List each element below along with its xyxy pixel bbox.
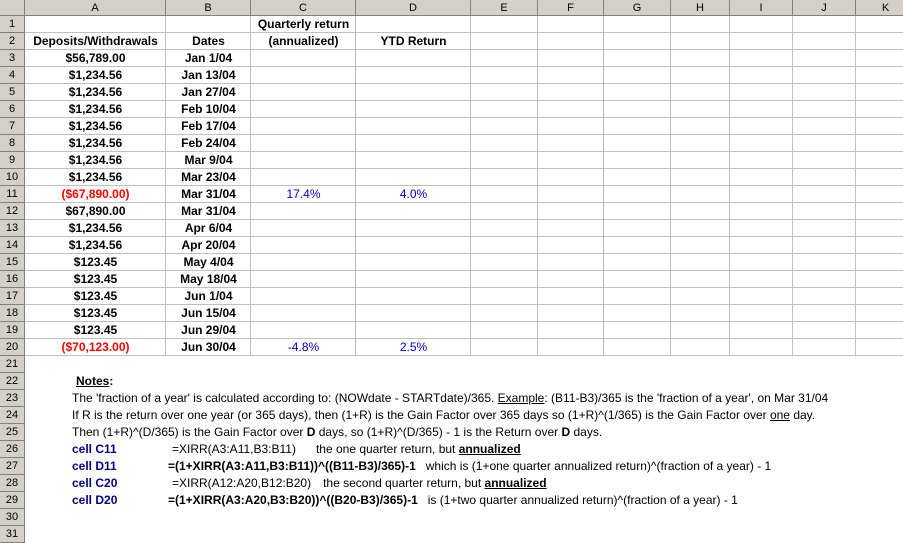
cell-amount[interactable]: $123.45 (73, 272, 118, 286)
cell-date[interactable]: Mar 31/04 (181, 187, 236, 201)
cell-quarterly-return[interactable]: 17.4% (286, 187, 321, 201)
row-header-11[interactable]: 11 (0, 186, 25, 203)
label-cell-c11[interactable]: cell C11 (72, 442, 117, 456)
cell-quarterly-return[interactable]: -4.8% (287, 340, 320, 354)
cell-amount[interactable]: ($70,123.00) (61, 340, 130, 354)
select-all-corner[interactable] (0, 0, 25, 16)
cell-date[interactable]: Jun 29/04 (181, 323, 236, 337)
column-header-d[interactable]: D (356, 0, 471, 16)
cell-amount[interactable]: $1,234.56 (68, 221, 123, 235)
row-header-28[interactable]: 28 (0, 475, 25, 492)
formula-d20: =(1+XIRR(A3:A20,B3:B20))^((B20-B3)/365)-1 (168, 493, 418, 507)
cell-date[interactable]: Jun 15/04 (181, 306, 236, 320)
desc-d11: which is (1+one quarter annualized return)^(fraction of a year) - 1 (425, 459, 772, 473)
cell-date[interactable]: Feb 10/04 (181, 102, 236, 116)
cell-amount[interactable]: $123.45 (73, 306, 118, 320)
label-cell-d11[interactable]: cell D11 (72, 459, 117, 473)
row-header-21[interactable]: 21 (0, 356, 25, 373)
cell-amount[interactable]: $1,234.56 (68, 170, 123, 184)
column-header-c[interactable]: C (251, 0, 356, 16)
note-25-text: Then (1+R)^(D/365) is the Gain Factor over (72, 425, 307, 439)
row-header-30[interactable]: 30 (0, 509, 25, 526)
notes-colon: : (109, 374, 114, 388)
row-header-12[interactable]: 12 (0, 203, 25, 220)
cell-date[interactable]: Apr 6/04 (184, 221, 233, 235)
cell-amount[interactable]: $1,234.56 (68, 153, 123, 167)
cell-amount[interactable]: ($67,890.00) (61, 187, 130, 201)
row-header-23[interactable]: 23 (0, 390, 25, 407)
cell-amount[interactable]: $1,234.56 (68, 119, 123, 133)
note-24-text-end: day. (789, 408, 816, 422)
note-25-text-mid: days, so (1+R)^(D/365) - 1 is the Return over (315, 425, 562, 439)
cell-amount[interactable]: $123.45 (73, 255, 118, 269)
note-line-24[interactable] (72, 407, 815, 424)
cell-date[interactable]: Mar 31/04 (181, 204, 236, 218)
row-header-1[interactable]: 1 (0, 16, 25, 33)
note-line-25[interactable] (72, 424, 602, 441)
formula-c11: =XIRR(A3:A11,B3:B11) (172, 442, 296, 456)
column-header-i[interactable]: I (730, 0, 793, 16)
cell-date[interactable]: Jun 1/04 (184, 289, 233, 303)
note-25-d: D (306, 425, 316, 439)
formula-d11-line[interactable] (168, 458, 771, 475)
row-header-13[interactable]: 13 (0, 220, 25, 237)
column-header-a[interactable]: A (25, 0, 166, 16)
cell-date[interactable]: Jan 1/04 (184, 51, 233, 65)
cell-c2[interactable]: (annualized) (268, 34, 339, 48)
formula-c11-line[interactable] (172, 441, 521, 458)
desc-c20-annualized: annualized (484, 476, 547, 490)
column-header-k[interactable]: K (856, 0, 903, 16)
gridline-v (792, 16, 793, 356)
cell-date[interactable]: Feb 17/04 (181, 119, 236, 133)
column-header-f[interactable]: F (538, 0, 604, 16)
gridline-v (729, 16, 730, 356)
column-header-g[interactable]: G (604, 0, 671, 16)
row-header-26[interactable]: 26 (0, 441, 25, 458)
cell-ytd-return[interactable]: 4.0% (399, 187, 428, 201)
cell-date[interactable]: Jan 13/04 (181, 68, 236, 82)
cell-date[interactable]: Mar 23/04 (181, 170, 236, 184)
formula-d11: =(1+XIRR(A3:A11,B3:B11))^((B11-B3)/365)-1 (168, 459, 416, 473)
row-header-20[interactable]: 20 (0, 339, 25, 356)
row-header-9[interactable]: 9 (0, 152, 25, 169)
note-24-one: one (769, 408, 790, 422)
note-23-example: Example (497, 391, 545, 405)
row-header-15[interactable]: 15 (0, 254, 25, 271)
label-cell-c20[interactable]: cell C20 (72, 476, 118, 490)
row-header-17[interactable]: 17 (0, 288, 25, 305)
note-23-text: The 'fraction of a year' is calculated according to: (NOWdate - STARTdate)/365. (72, 391, 498, 405)
cell-amount[interactable]: $1,234.56 (68, 102, 123, 116)
row-header-3[interactable]: 3 (0, 50, 25, 67)
cell-date[interactable]: Feb 24/04 (181, 136, 236, 150)
cell-date[interactable]: Apr 20/04 (181, 238, 236, 252)
formula-d20-line[interactable] (168, 492, 738, 509)
cell-amount[interactable]: $123.45 (73, 323, 118, 337)
row-header-22[interactable]: 22 (0, 373, 25, 390)
row-header-8[interactable]: 8 (0, 135, 25, 152)
column-header-e[interactable]: E (471, 0, 538, 16)
cell-amount[interactable]: $67,890.00 (65, 204, 126, 218)
cell-amount[interactable]: $56,789.00 (65, 51, 126, 65)
row-header-29[interactable]: 29 (0, 492, 25, 509)
gridline-v (603, 16, 604, 356)
formula-c20-line[interactable] (172, 475, 547, 492)
row-header-4[interactable]: 4 (0, 67, 25, 84)
notes-title: Notes (76, 374, 110, 388)
row-header-14[interactable]: 14 (0, 237, 25, 254)
cell-d2[interactable]: YTD Return (380, 34, 447, 48)
note-24-text: If R is the return over one year (or 365 days), then (1+R) is the Gain Factor over 365 days so (1+R)^(1/365) is the Gain Factor over (72, 408, 770, 422)
cell-a2[interactable]: Deposits/Withdrawals (33, 34, 158, 48)
label-cell-d20[interactable]: cell D20 (72, 493, 118, 507)
row-header-24[interactable]: 24 (0, 407, 25, 424)
desc-c11: the one quarter return, but (315, 442, 459, 456)
row-header-6[interactable]: 6 (0, 101, 25, 118)
cell-b2[interactable]: Dates (192, 34, 225, 48)
desc-c11-annualized: annualized (458, 442, 521, 456)
note-line-23[interactable] (72, 390, 828, 407)
cell-amount[interactable]: $1,234.56 (68, 238, 123, 252)
row-header-10[interactable]: 10 (0, 169, 25, 186)
row-header-7[interactable]: 7 (0, 118, 25, 135)
cell-date[interactable]: May 4/04 (183, 255, 234, 269)
row-header-5[interactable]: 5 (0, 84, 25, 101)
row-header-19[interactable]: 19 (0, 322, 25, 339)
notes-heading[interactable] (76, 373, 113, 390)
desc-c20: the second quarter return, but (323, 476, 485, 490)
cell-date[interactable]: Mar 9/04 (184, 153, 233, 167)
cell-ytd-return[interactable]: 2.5% (399, 340, 428, 354)
formula-c20: =XIRR(A12:A20,B12:B20) (172, 476, 312, 490)
column-header-j[interactable]: J (793, 0, 856, 16)
column-header-b[interactable]: B (166, 0, 251, 16)
cell-c1[interactable]: Quarterly return (257, 17, 350, 31)
gridline-v (670, 16, 671, 356)
cell-date[interactable]: Jan 27/04 (181, 85, 236, 99)
column-header-h[interactable]: H (671, 0, 730, 16)
cell-amount[interactable]: $123.45 (73, 289, 118, 303)
cell-amount[interactable]: $1,234.56 (68, 85, 123, 99)
cell-amount[interactable]: $1,234.56 (68, 136, 123, 150)
cell-date[interactable]: Jun 30/04 (181, 340, 236, 354)
desc-d20: is (1+two quarter annualized return)^(fraction of a year) - 1 (427, 493, 738, 507)
row-header-27[interactable]: 27 (0, 458, 25, 475)
cell-date[interactable]: May 18/04 (180, 272, 237, 286)
gridline-v (537, 16, 538, 356)
note-25-d2: D (561, 425, 571, 439)
gridline-v (855, 16, 856, 356)
row-header-2[interactable]: 2 (0, 33, 25, 50)
row-header-31[interactable]: 31 (0, 526, 25, 543)
cell-amount[interactable]: $1,234.56 (68, 68, 123, 82)
row-header-25[interactable]: 25 (0, 424, 25, 441)
note-23-text-end: : (B11-B3)/365 is the 'fraction of a year', on Mar 31/04 (544, 391, 829, 405)
row-header-18[interactable]: 18 (0, 305, 25, 322)
row-header-16[interactable]: 16 (0, 271, 25, 288)
note-25-text-end: days. (570, 425, 603, 439)
